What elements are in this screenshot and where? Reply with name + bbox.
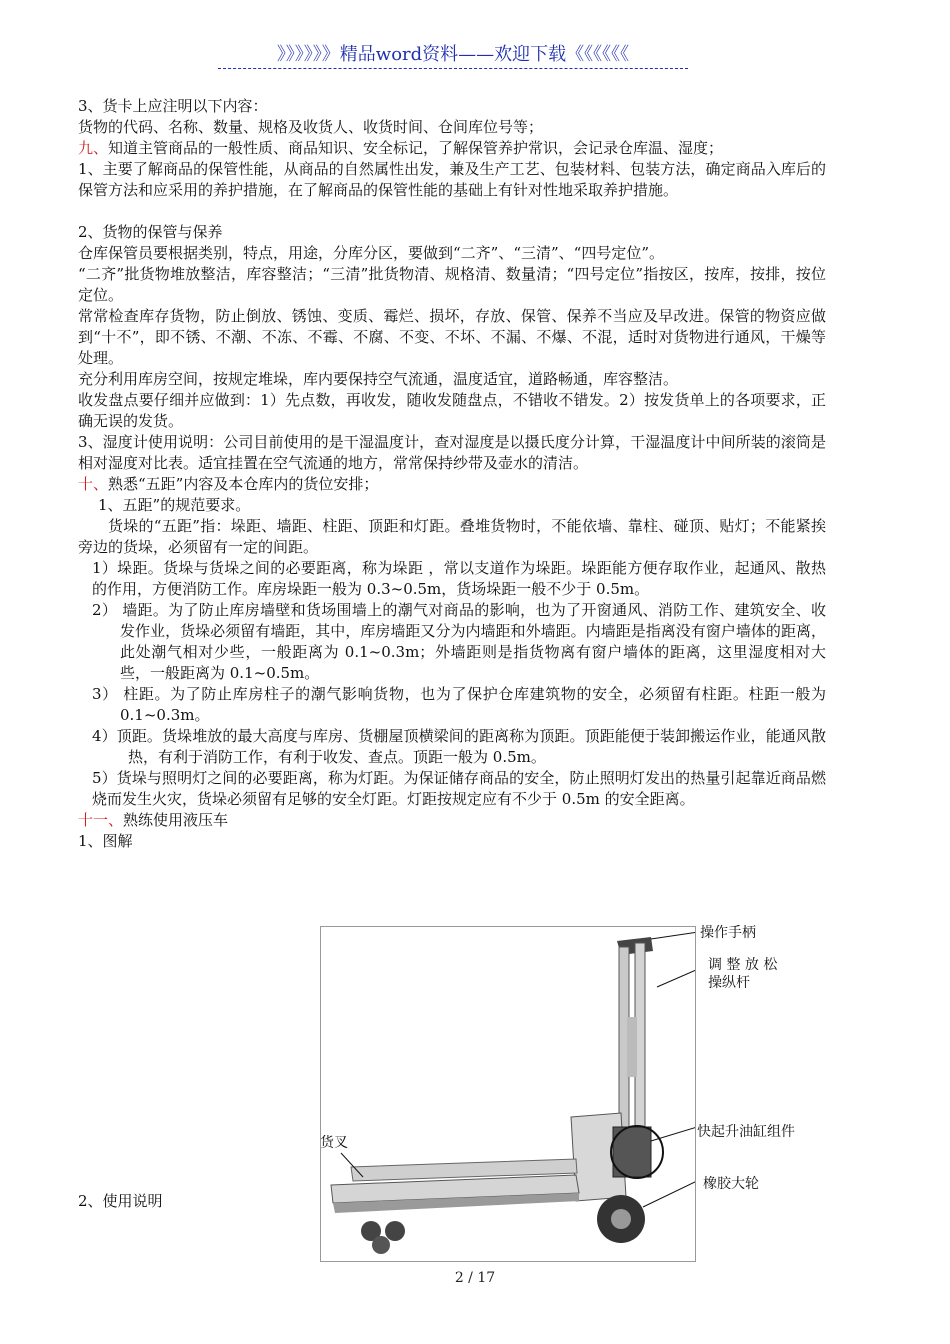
label-lever-2: 操纵杆 bbox=[708, 975, 750, 991]
section-heading bbox=[78, 474, 826, 495]
section-number: 十、 bbox=[78, 475, 109, 493]
section-heading bbox=[78, 138, 826, 159]
pallet-truck-illustration bbox=[321, 927, 695, 1261]
section-heading bbox=[78, 810, 826, 831]
page-banner: 》》》》》》精品word资料——欢迎下载《《《《《《 bbox=[218, 40, 688, 69]
list-item: 1）垛距。货垛与货垛之间的必要距离，称为垛距 ，常以支道作为垛距。垛距能方便存取作业，起通风、散热的作用，方便消防工作。库房垛距一般为 0.3~0.5m，货场垛距一般不少于 0.5m。 bbox=[92, 559, 826, 598]
paragraph: “二齐”批货物堆放整洁，库容整洁；“三清”批货物清、规格清、数量清；“四号定位”指按区，按库，按排，按位定位。 bbox=[78, 265, 826, 304]
list-item: 5）货垛与照明灯之间的必要距离，称为灯距。为保证储存商品的安全，防止照明灯发出的热量引起靠近商品燃烧而发生火灾，货垛必须留有足够的安全灯距。灯距按规定应有不少于 0.5m 的安全距离。 bbox=[92, 769, 826, 808]
label-lever: 调 整 放 松 bbox=[708, 957, 778, 973]
paragraph: 1、主要了解商品的保管性能，从商品的自然属性出发，兼及生产工艺、包装材料、包装方法，确定商品入库后的保管方法和应采用的养护措施，在了解商品的保管性能的基础上有针对性地采取养护措施。 bbox=[78, 160, 826, 199]
paragraph: 3、湿度计使用说明：公司目前使用的是干湿温度计，查对湿度是以摄氏度分计算，干湿温度计中间所装的滚筒是相对湿度对比表。适宜挂置在空气流通的地方，常常保持纱带及壶水的清洁。 bbox=[78, 433, 826, 472]
section-text: 知道主管商品的一般性质、商品知识、安全标记，了解保管养护常识，会记录仓库温、湿度； bbox=[108, 139, 724, 157]
paragraph: 货垛的“五距”指：垛距、墙距、柱距、顶距和灯距。叠堆货物时，不能依墙、靠柱、碰顶、贴灯；不能紧挨旁边的货垛，必须留有一定的间距。 bbox=[78, 517, 826, 556]
pallet-truck-figure bbox=[320, 926, 696, 1262]
subheading: 2、使用说明 bbox=[78, 1192, 163, 1210]
label-fork: 货叉 bbox=[320, 1135, 348, 1151]
subheading: 1、图解 bbox=[78, 832, 133, 850]
list-item: 2） 墙距。为了防止库房墙壁和货场围墙上的潮气对商品的影响，也为了开窗通风、消防工作、建筑安全、收发作业，货垛必须留有墙距，其中，库房墙距又分为内墙距和外墙距。内墙距是指离没有窗户墙体的距离，此处潮气相对少些，一般距离为 0.1~0.3m；外墙距则是指货物离有窗户墙体的距离，这里湿度相对大些，一般距离为 0.1~0.5m。 bbox=[92, 601, 826, 682]
document-body bbox=[78, 96, 826, 852]
paragraph: 充分利用库房空间，按规定堆垛，库内要保持空气流通，温度适宜，道路畅通，库容整洁。 bbox=[78, 370, 679, 388]
label-wheel: 橡胶大轮 bbox=[703, 1176, 759, 1192]
section-text: 熟练使用液压车 bbox=[123, 811, 229, 829]
section-number: 十一、 bbox=[78, 811, 124, 829]
list-item: 4）顶距。货垛堆放的最大高度与库房、货棚屋顶横梁间的距离称为顶距。顶距能便于装卸搬运作业，能通风散热，有利于消防工作，有利于收发、查点。顶距一般为 0.5m。 bbox=[92, 727, 826, 766]
paragraph: 仓库保管员要根据类别，特点，用途，分库分区，要做到“二齐”、“三清”、“四号定位”。 bbox=[78, 244, 665, 262]
label-handle: 操作手柄 bbox=[700, 925, 756, 941]
list-item: 3） 柱距。为了防止库房柱子的潮气影响货物，也为了保护仓库建筑物的安全，必须留有柱距。柱距一般为 0.1~0.3m。 bbox=[92, 685, 826, 724]
paragraph: 3、货卡上应注明以下内容： bbox=[78, 97, 268, 115]
subheading: 1、五距”的规范要求。 bbox=[98, 496, 251, 514]
section-text: 熟悉“五距”内容及本仓库内的货位安排； bbox=[108, 475, 379, 493]
paragraph: 收发盘点要仔细并应做到：1）先点数，再收发，随收发随盘点，不错收不错发。2）按发货单上的各项要求，正确无误的发货。 bbox=[78, 391, 826, 430]
section-number: 九、 bbox=[78, 139, 109, 157]
subheading: 2、货物的保管与保养 bbox=[78, 223, 223, 241]
page-number: 2 / 17 bbox=[454, 1270, 496, 1286]
label-cylinder: 快起升油缸组件 bbox=[697, 1124, 795, 1140]
paragraph: 常常检查库存货物，防止倒放、锈蚀、变质、霉烂、损坏，存放、保管、保养不当应及早改进。保管的物资应做到“十不”，即不锈、不潮、不冻、不霉、不腐、不变、不坏、不漏、不爆、不混，适时对货物进行通风，干燥等处理。 bbox=[78, 307, 826, 367]
paragraph: 货物的代码、名称、数量、规格及收货人、收货时间、仓间库位号等； bbox=[78, 118, 544, 136]
